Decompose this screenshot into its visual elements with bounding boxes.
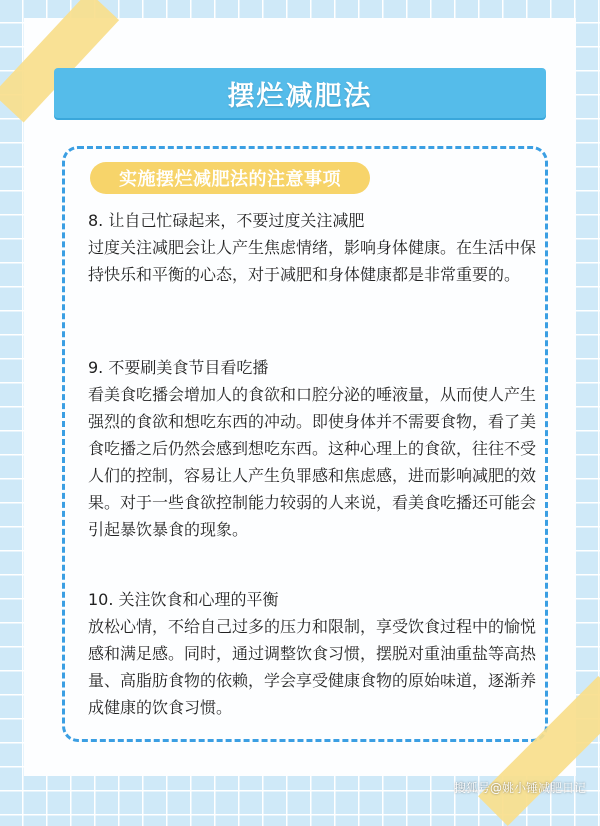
tip-heading: 8. 让自己忙碌起来，不要过度关注减肥 [88,211,365,230]
tip-item-8 [88,207,544,288]
section-badge-label: 实施摆烂减肥法的注意事项 [119,169,341,190]
tip-heading: 10. 关注饮食和心理的平衡 [88,590,279,609]
tip-item-9 [88,354,544,543]
page-title: 摆烂减肥法 [227,80,373,112]
tip-body: 过度关注减肥会让人产生焦虑情绪，影响身体健康。在生活中保持快乐和平衡的心态，对于减肥和身体健康都是非常重要的。 [88,238,537,284]
watermark: 搜狐号@姚小锤减肥日记 [453,781,586,795]
tip-body: 看美食吃播会增加人的食欲和口腔分泌的唾液量，从而使人产生强烈的食欲和想吃东西的冲动。即使身体并不需要食物，看了美食吃播之后仍然会感到想吃东西。这种心理上的食欲，往往不受人们的控制，容易让人产生负罪感和焦虑感，进而影响减肥的效果。对于一些食欲控制能力较弱的人来说，看美食吃播还可能会引起暴饮暴食的现象。 [88,385,537,539]
tip-item-10 [88,586,544,721]
section-badge [90,162,370,194]
title-banner [54,68,546,118]
tip-heading: 9. 不要刷美食节目看吃播 [88,358,269,377]
tip-body: 放松心情，不给自己过多的压力和限制，享受饮食过程中的愉悦感和满足感。同时，通过调整饮食习惯，摆脱对重油重盐等高热量、高脂肪食物的依赖，学会享受健康食物的原始味道，逐渐养成健康的饮食习惯。 [88,617,537,717]
